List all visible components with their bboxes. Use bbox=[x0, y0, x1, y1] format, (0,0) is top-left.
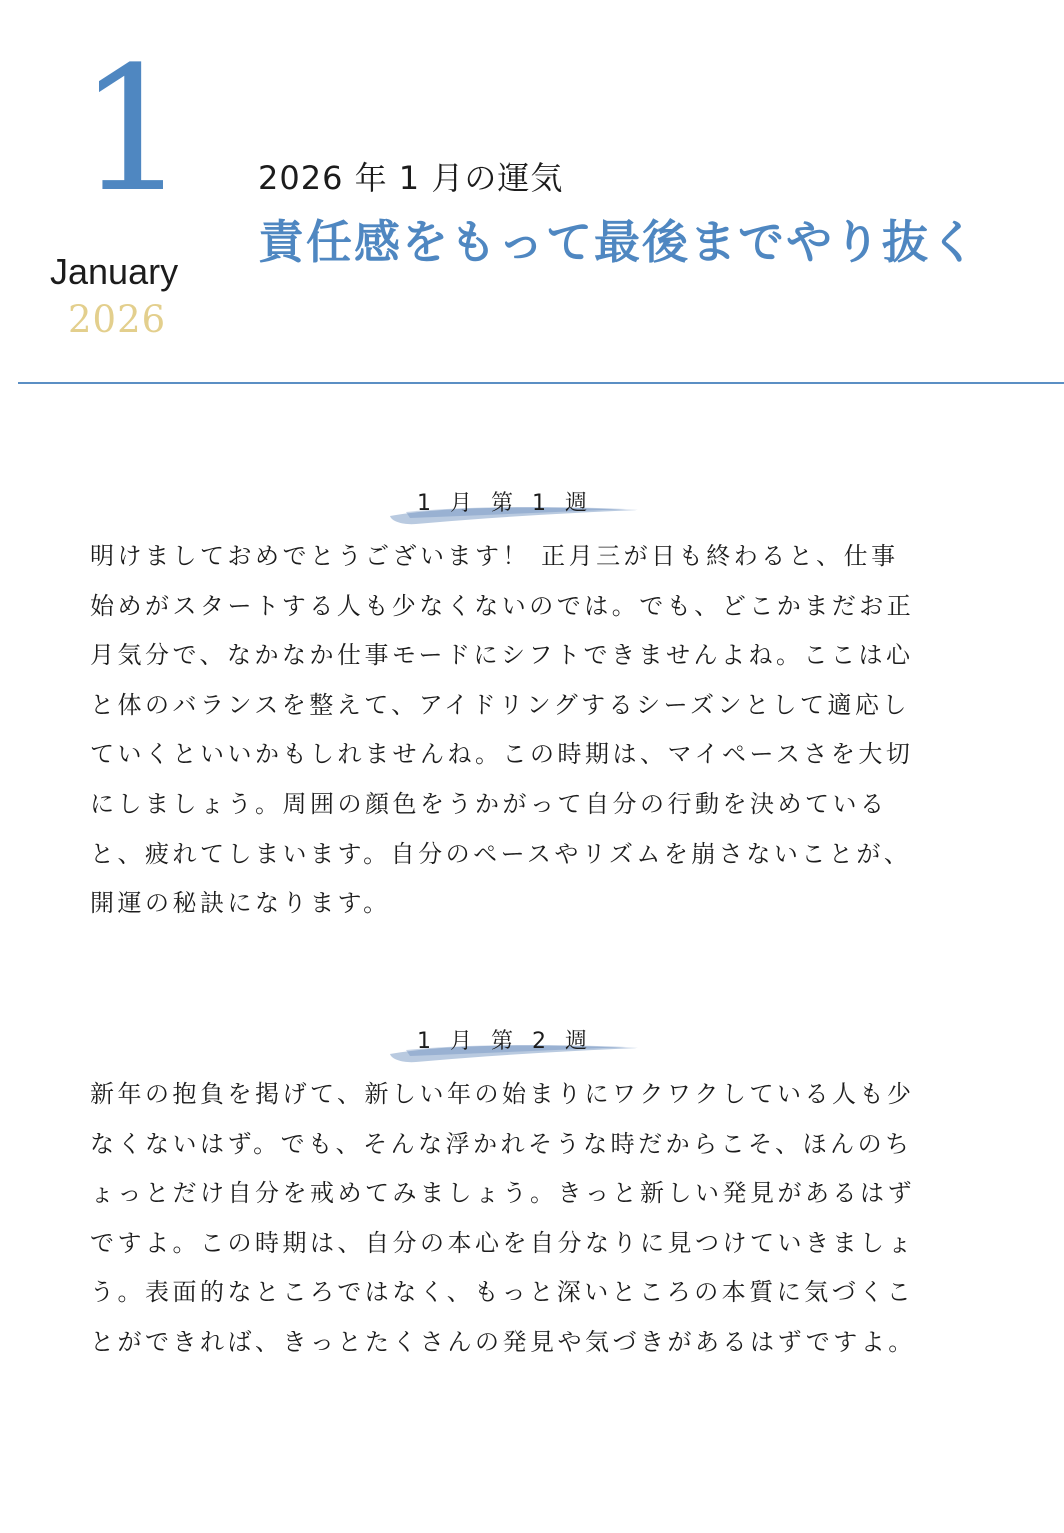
week-section-2 bbox=[90, 1020, 920, 1368]
month-number: 1 bbox=[78, 29, 188, 230]
week-heading bbox=[90, 482, 920, 532]
year-label: 2026 bbox=[68, 298, 167, 341]
week-body-text: 明けましておめでとうございます！ 正月三が日も終わると、仕事始めがスタートする人も少なくないのでは。でも、どこかまだお正月気分で、なかなか仕事モードにシフトできませんよね。ここは心と体のバランスを整えて、アイドリングするシーズンとして適応していくといいかもしれませんね。この時期は、マイペースさを大切にしましょう。周囲の顔色をうかがって自分の行動を決めていると、疲れてしまいます。自分のペースやリズムを崩さないことが、開運の秘訣になります。 bbox=[90, 542, 915, 918]
page-subtitle: 2026 年 1 月の運気 bbox=[258, 159, 564, 197]
week-heading bbox=[90, 1020, 920, 1070]
week-title: 1 月 第 1 週 bbox=[417, 491, 593, 516]
week-body-text: 新年の抱負を掲げて、新しい年の始まりにワクワクしている人も少なくないはず。でも、そんな浮かれそうな時だからこそ、ほんのちょっとだけ自分を戒めてみましょう。きっと新しい発見があるはずですよ。この時期は、自分の本心を自分なりに見つけていきましょう。表面的なところではなく、もっと深いところの本質に気づくことができれば、きっとたくさんの発見や気づきがあるはずですよ。 bbox=[90, 1080, 916, 1356]
page-title: 責任感をもって最後までやり抜く bbox=[258, 215, 978, 269]
page-header bbox=[0, 0, 1064, 384]
month-name: January bbox=[50, 251, 179, 292]
week-title: 1 月 第 2 週 bbox=[417, 1029, 593, 1054]
week-section-1 bbox=[90, 482, 920, 929]
header-divider bbox=[18, 382, 1064, 384]
